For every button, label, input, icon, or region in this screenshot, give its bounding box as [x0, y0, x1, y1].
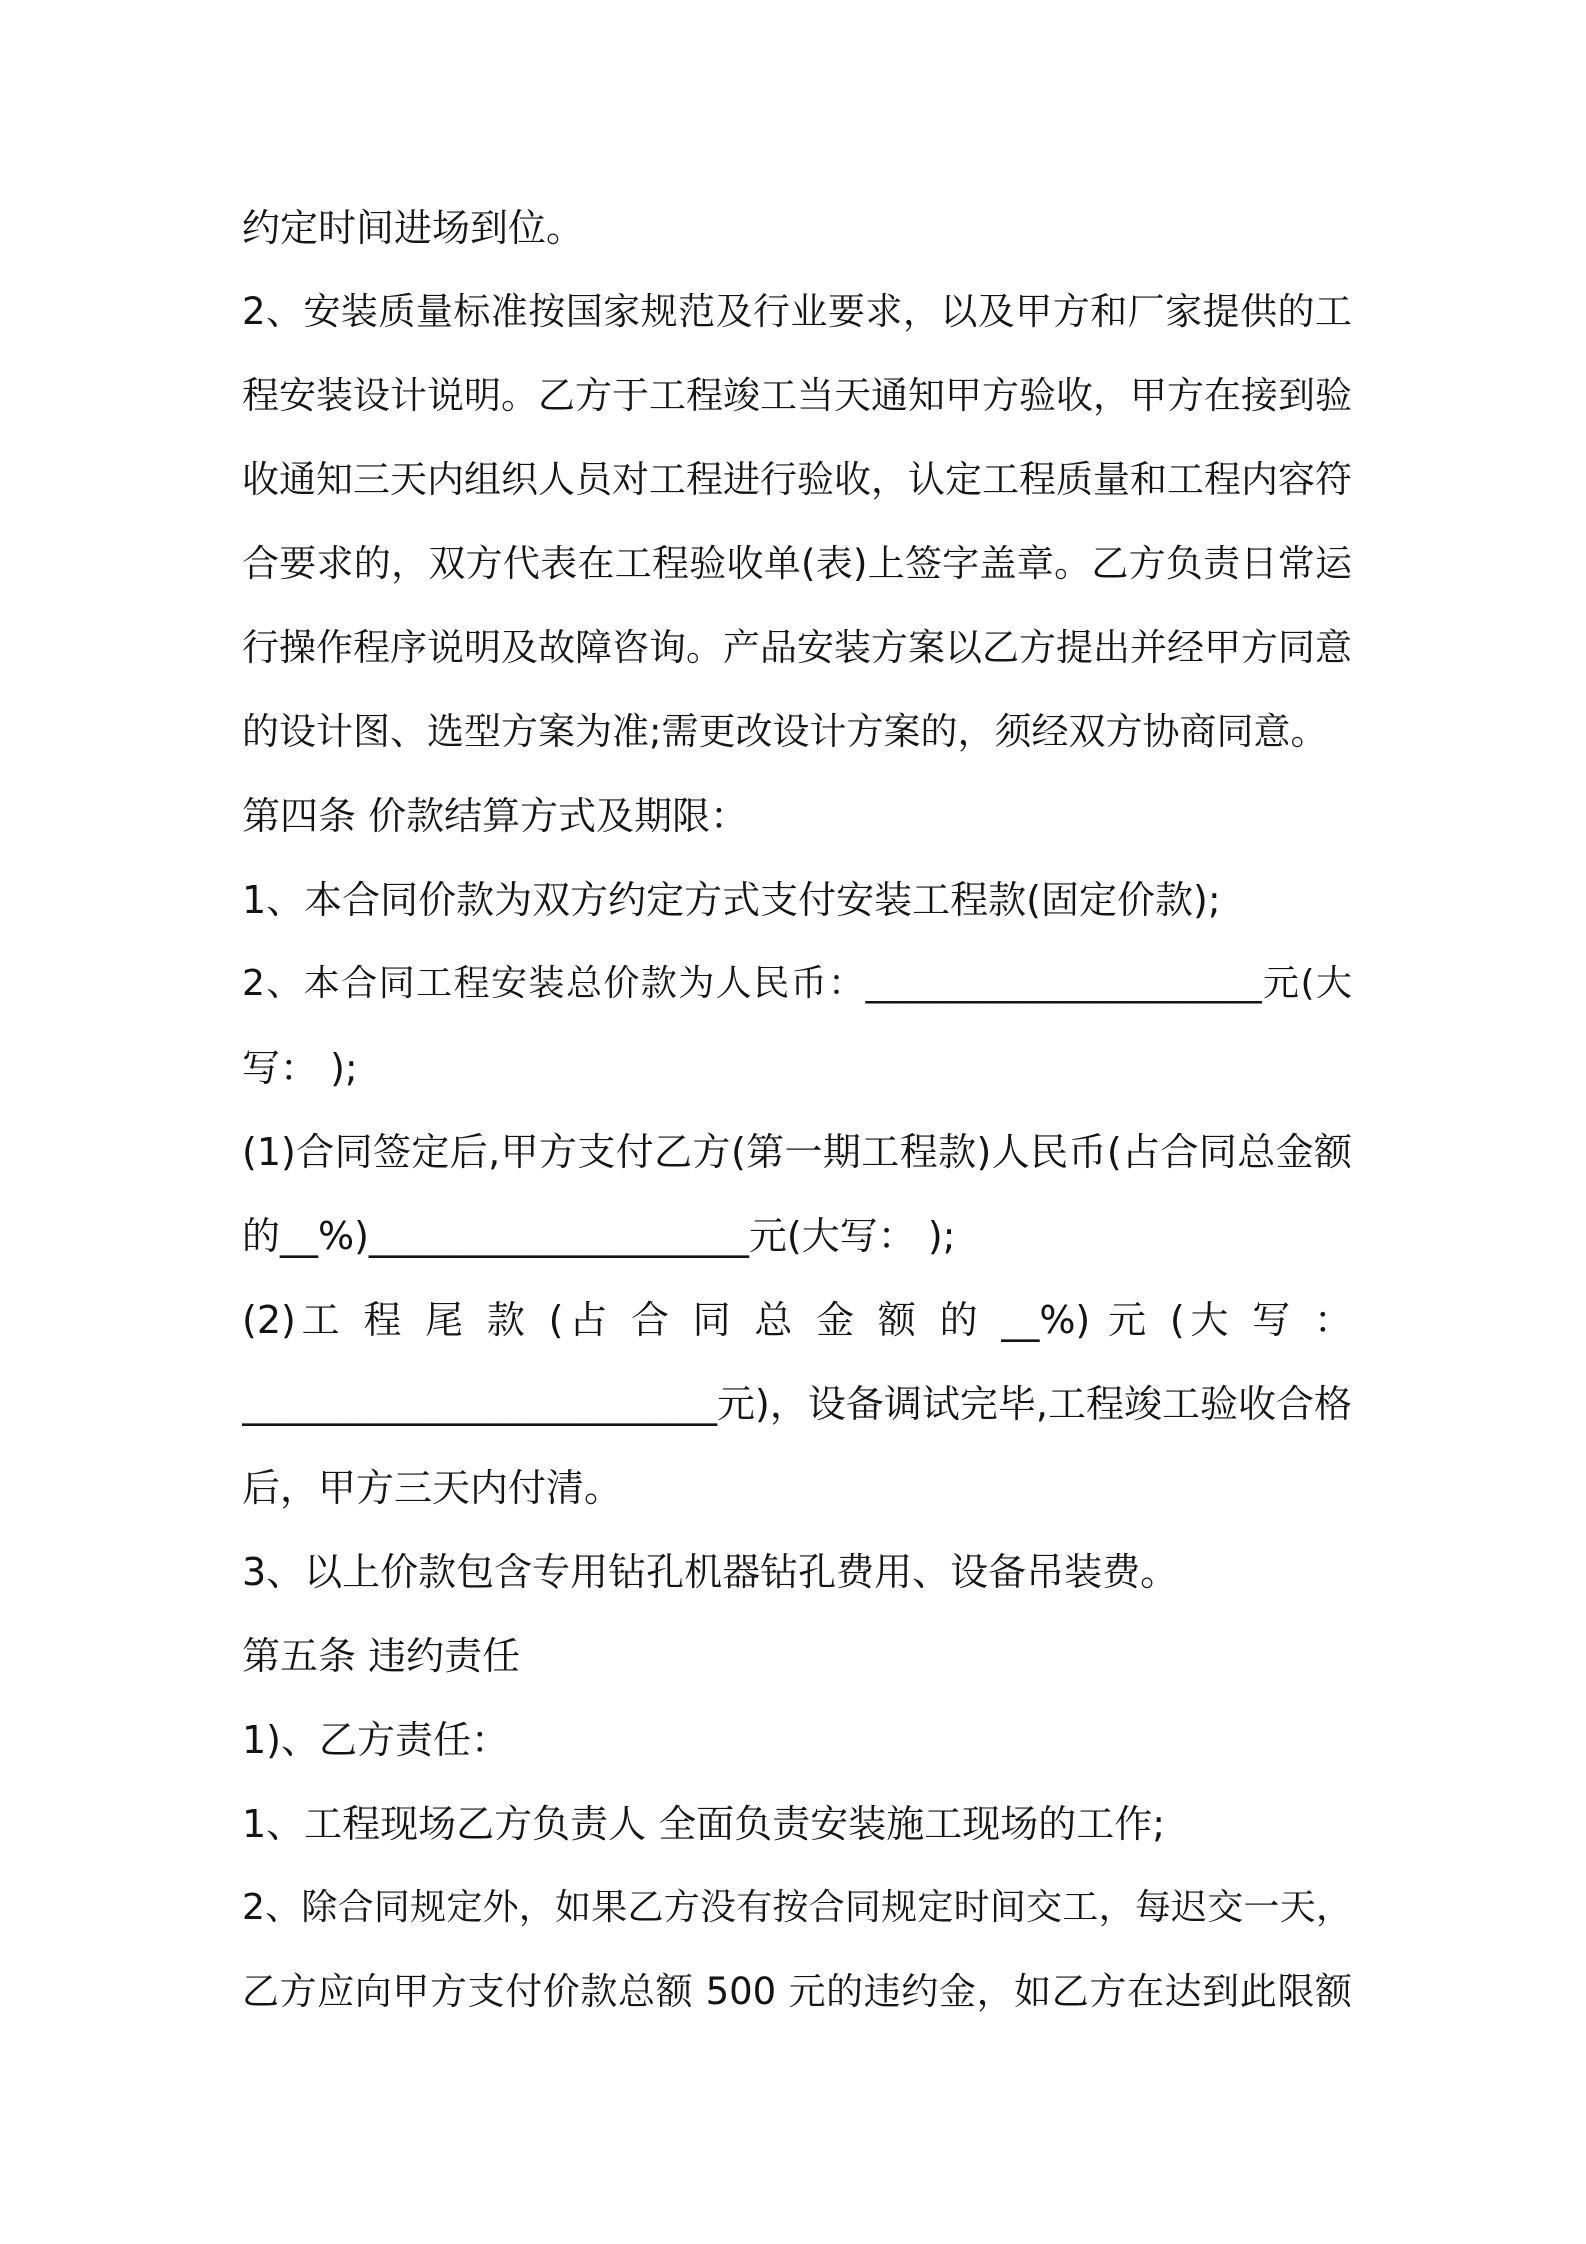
text-line: 程安装设计说明。乙方于工程竣工当天通知甲方验收，甲方在接到验 — [242, 374, 1352, 417]
text-line: 收通知三天内组织人员对工程进行验收，认定工程质量和工程内容符 — [242, 458, 1352, 501]
text-line: 约定时间进场到位。 — [242, 206, 585, 250]
text-line: 1、工程现场乙方负责人 全面负责安装施工现场的工作; — [242, 1802, 1166, 1846]
text-line: _________________________元)，设备调试完毕,工程竣工验收合格 — [242, 1382, 1352, 1426]
text-line: 2、本合同工程安装总价款为人民币：______________________元(大 — [242, 963, 1352, 1004]
text-line: 2、除合同规定外，如果乙方没有按合同规定时间交工，每迟交一天， — [242, 1887, 1352, 1928]
text-line: 后，甲方三天内付清。 — [242, 1466, 623, 1510]
text-line: 行操作程序说明及故障咨询。产品安装方案以乙方提出并经甲方同意 — [242, 626, 1352, 669]
text-line: 的设计图、选型方案为准;需更改设计方案的，须经双方协商同意。 — [242, 710, 1328, 753]
text-line: 写： ); — [242, 1046, 358, 1090]
text-line: (1)合同签定后,甲方支付乙方(第一期工程款)人民币(占合同总金额 — [242, 1130, 1352, 1174]
text-line: 2、安装质量标准按国家规范及行业要求，以及甲方和厂家提供的工 — [242, 290, 1352, 333]
text-line: 1)、乙方责任： — [242, 1718, 510, 1762]
text-line: 合要求的，双方代表在工程验收单(表)上签字盖章。乙方负责日常运 — [242, 542, 1352, 585]
text-line: 的__%)____________________元(大写： ); — [242, 1214, 956, 1258]
section-heading: 第五条 违约责任 — [242, 1634, 521, 1678]
section-heading: 第四条 价款结算方式及期限： — [242, 794, 749, 838]
text-line: (2)工 程 尾 款 (占 合 同 总 金 额 的 __%) 元 (大 写 ： — [242, 1298, 1352, 1342]
text-line: 1、本合同价款为双方约定方式支付安装工程款(固定价款); — [242, 878, 1221, 922]
text-line: 3、以上价款包含专用钻孔机器钻孔费用、设备吊装费。 — [242, 1550, 1179, 1594]
text-line: 乙方应向甲方支付价款总额 500 元的违约金，如乙方在达到此限额 — [242, 1970, 1352, 2013]
